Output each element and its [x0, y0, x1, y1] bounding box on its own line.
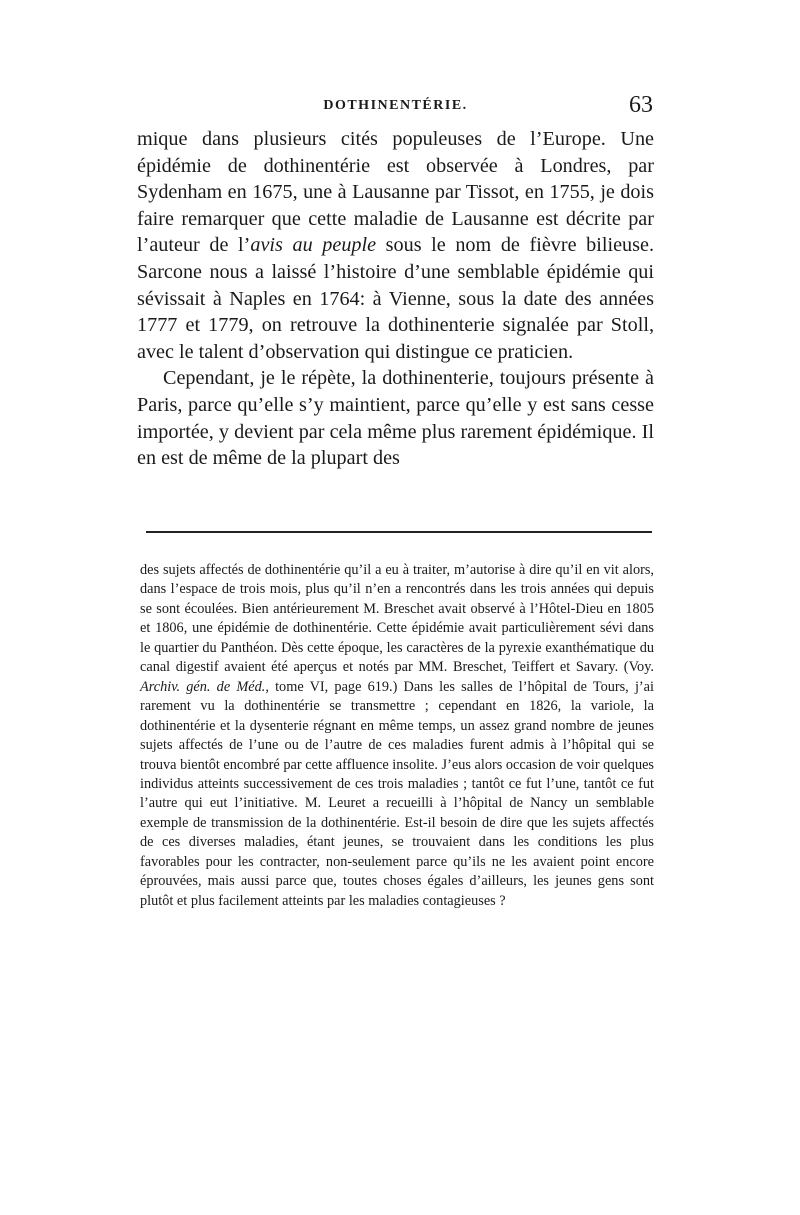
- p1-italic-title: avis au peuple: [250, 234, 377, 257]
- running-head: [138, 92, 653, 122]
- p1-line-1: mique dans plusieurs cités populeuses de l’Europe. Une: [137, 128, 654, 150]
- p1-line-3: Sydenham en 1675, une à Lausanne par Tissot, en 1755,: [137, 181, 595, 204]
- footnote: [140, 561, 654, 911]
- p1-rest: sous le nom de fièvre bilieuse. Sarcone nous a laissé l’histoire d’une semblable épidémie qui sévissait à Naples en 1764: à Vienne, sous la date des années 1777 et 1779, on retrouve la dothinenterie signalée par Stoll, avec le talent d’observation qui distingue ce praticien.: [137, 234, 654, 363]
- p1-line-4: je dois faire remarquer que cette maladie de Lausanne est: [137, 181, 654, 230]
- p1-line-5: décrite par l’auteur de l’: [137, 207, 654, 257]
- p1-line-2: épidémie de dothinentérie est observée à Londres, par: [137, 154, 654, 177]
- footnote-divider: [146, 531, 652, 533]
- footnote-citation: Archiv. gén. de Méd.: [140, 678, 266, 695]
- footnote-text: [140, 561, 654, 911]
- page-number: 63: [629, 92, 653, 118]
- running-title: DOTHINENTÉRIE.: [323, 98, 468, 113]
- footnote-part-1: des sujets affectés de dothinentérie qu’il a eu à traiter, m’autorise à dire qu’il en vit alors, dans l’espace de trois mois, plus qu’il n’en a rencontrés dans les trois années qui depuis se sont écoulées. Bien antérieurement M. Breschet avait observé à l’Hôtel-Dieu en 1805 et 1806, une épidémie de dothinentérie. Cette épidémie avait particulièrement sévi dans le quartier du Panthéon. Dès cette époque, les caractères de la pyrexie exanthématique du canal digestif avaient été aperçus et notés par MM. Breschet, Teiffert et Savary. (Voy.: [140, 562, 654, 676]
- paragraph-2: Cependant, je le répète, la dothinenterie, toujours présente à Paris, parce qu’elle s’y maintient, parce qu’elle y est sans cesse importée, y devient par cela même plus rarement épidémique. Il en est de même de la plupart des: [137, 367, 654, 470]
- footnote-part-2: , tome VI, page 619.) Dans les salles de l’hôpital de Tours, j’ai rarement vu la dothinentérie se transmettre ; cependant en 1826, la variole, la dothinentérie et la dysenterie régnant en même temps, un assez grand nombre de jeunes sujets affectés de l’une ou de l’autre de ces maladies furent admis à l’hôpital qui se trouva bientôt encombré par cette affluence insolite. J’eus alors occasion de voir quelques individus atteints successivement de ces trois maladies ; tantôt ce fut l’une, tantôt ce fut l’autre qui eut l’initiative. M. Leuret a recueilli à l’hôpital de Nancy un semblable exemple de transmission de la dothinentérie. Est-il besoin de dire que les sujets affectés de ces diverses maladies, étant jeunes, se trouvaient dans les conditions les plus favorables pour les contracter, non-seulement parce qu’ils ne les avaient point encore éprouvées, mais aussi parce que, toutes choses égales d’ailleurs, les jeunes gens sont plutôt et plus facilement atteints par les maladies contagieuses ?: [140, 678, 654, 909]
- main-text: [137, 126, 654, 472]
- paragraph-1: [137, 126, 654, 365]
